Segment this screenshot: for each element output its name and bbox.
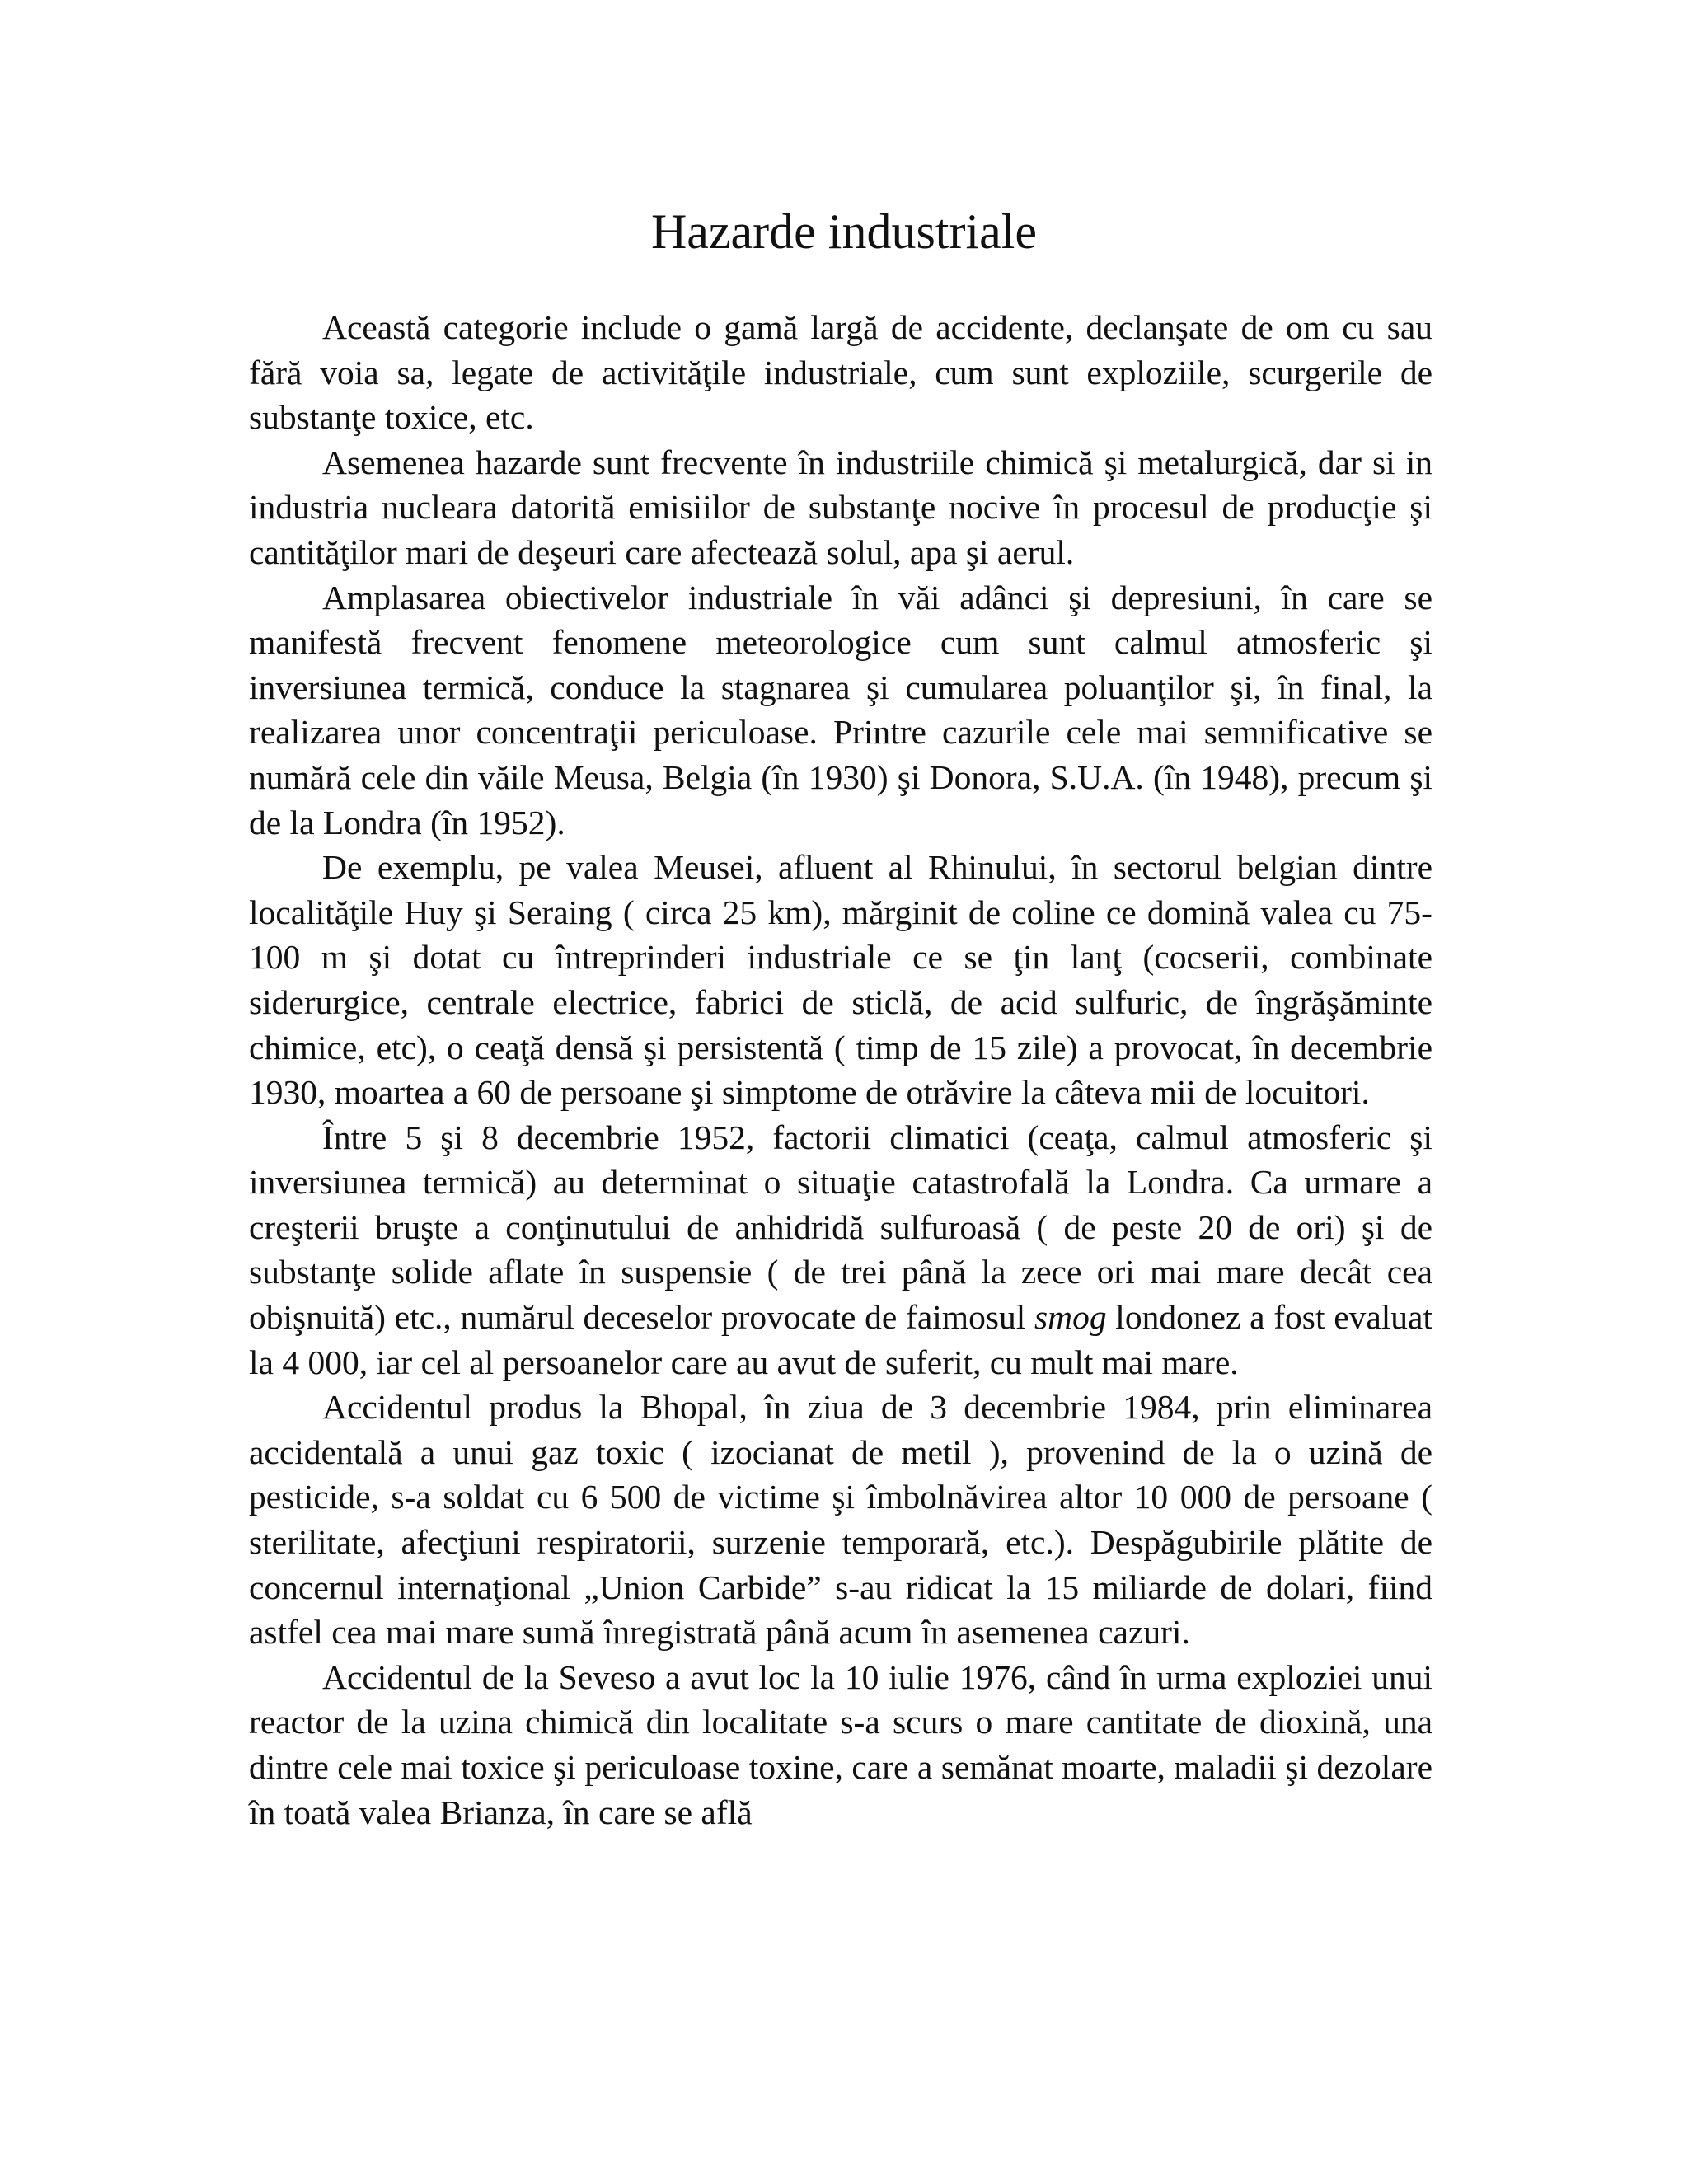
document-body — [249, 305, 1432, 1835]
paragraph-industries: Asemenea hazarde sunt frecvente în industriile chimică şi metalurgică, dar si in industria nucleara datorită emisiilor de substanţe nocive în procesul de producţie şi cantităţilor mari de deşeuri care afectează solul, apa şi aerul. — [249, 443, 1432, 571]
london-text: Între 5 şi 8 decembrie 1952, factorii climatici (ceaţa, calmul atmosferic şi inversiunea termică) au determinat o situaţie catastrofală la Londra. Ca urmare a creşterii bruşte a conţinutului de anhidridă sulfuroasă ( de peste 20 de ori) şi de substanţe solide aflate în suspensie ( de trei până la zece ori mai mare decât cea obişnuită) etc., numărul deceselor provocate de faimosul — [249, 1118, 1432, 1337]
paragraph-intro: Această categorie include o gamă largă de accidente, declanşate de om cu sau fără voia sa, legate de activităţile industriale, cum sunt exploziile, scurgerile de substanţe toxice, etc. — [249, 308, 1432, 437]
smog-term: smog — [1034, 1298, 1107, 1337]
paragraph-valleys: Amplasarea obiectivelor industriale în văi adânci şi depresiuni, în care se manifestă frecvent fenomene meteorologice cum sunt calmul atmosferic şi inversiunea termică, conduce la stagnarea şi cumularea poluanţilor şi, în final, la realizarea unor concentraţii periculoase. Printre cazurile cele mai semnificative se numără cele din văile Meusa, Belgia (în 1930) şi Donora, S.U.A. (în 1948), precum şi de la Londra (în 1952). — [249, 578, 1432, 841]
page-title: Hazarde industriale — [650, 204, 1038, 259]
paragraph-bhopal: Accidentul produs la Bhopal, în ziua de 3 decembrie 1984, prin eliminarea accidentală a unui gaz toxic ( izocianat de metil ), provenind de la o uzină de pesticide, s-a soldat cu 6 500 de victime şi îmbolnăvirea altor 10 000 de persoane ( sterilitate, afecţiuni respiratorii, surzenie temporară, etc.). Despăgubirile plătite de concernul internaţional „Union Carbide” s-au ridicat la 15 miliarde de dolari, fiind astfel cea mai mare sumă înregistrată până acum în asemenea cazuri. — [249, 1388, 1432, 1652]
paragraph-seveso: Accidentul de la Seveso a avut loc la 10 iulie 1976, când în urma exploziei unui reactor de la uzina chimică din localitate s-a scurs o mare cantitate de dioxină, una dintre cele mai toxice şi periculoase toxine, care a semănat moarte, maladii şi dezolare în toată valea Brianza, în care se află — [249, 1657, 1432, 1831]
paragraph-meuse: De exemplu, pe valea Meusei, afluent al Rhinului, în sectorul belgian dintre localităţile Huy şi Seraing ( circa 25 km), mărginit de coline ce domină valea cu 75-100 m şi dotat cu întreprinderi industriale ce se ţin lanţ (cocserii, combinate siderurgice, centrale electrice, fabrici de sticlă, de acid sulfuric, de îngrăşăminte chimice, etc), o ceaţă densă şi persistentă ( timp de 15 zile) a provocat, în decembrie 1930, moartea a 60 de persoane şi simptome de otrăvire la câteva mii de locuitori. — [249, 848, 1432, 1112]
london-text-end: londonez a fost evaluat la 4 000, iar cel al persoanelor care au avut de suferit, cu mult mai mare. — [249, 1298, 1433, 1381]
paragraph-london — [249, 1115, 1432, 1385]
